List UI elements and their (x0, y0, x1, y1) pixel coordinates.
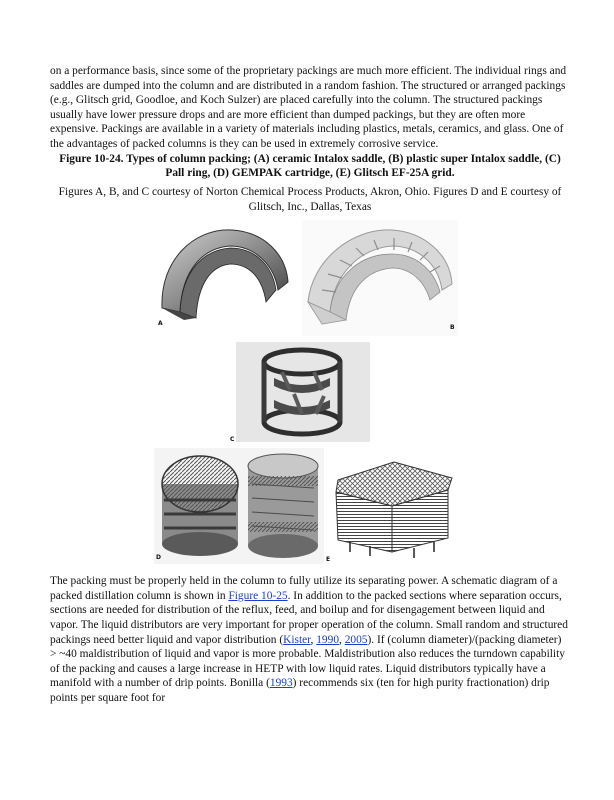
link-figure-10-25[interactable]: Figure 10-25 (228, 589, 288, 602)
link-1993[interactable]: 1993 (269, 677, 293, 690)
document-page (50, 64, 570, 706)
figure-d-image (154, 448, 324, 564)
figure-label-a: A (158, 320, 163, 328)
link-2005[interactable]: 2005 (344, 633, 368, 646)
body-sep-1: , (310, 633, 317, 646)
figure-10-24 (50, 220, 570, 570)
intro-paragraph: on a performance basis, since some of the proprietary packings are much more efficient. The individual rings and saddles are dumped into the column and are distributed in a random fashion. The structured or arranged packings (e.g., Glitsch grid, Goodloe, and Koch Sulzer) are placed carefully into the column. The structured packings usually have lower pressure drops and are more efficient than dumped packings, but they are often more expensive. Packings are available in a variety of materials including plastics, metals, ceramics, and glass. One of the advantages of packed columns is they can be used in extremely corrosive service. (50, 65, 567, 150)
figure-label-b: B (450, 324, 455, 332)
body-sep-2: , (339, 633, 345, 646)
figure-e-image (326, 456, 460, 564)
body-text-3: ). If (column diameter)/(packing diameter) > ~40 maldistribution of liquid and vapor is more probable. Maldistribution also reduces the turndown capability of the packing and causes a large increase in HETP with low liquid rates. Liquid distributors typically have a manifold with a number of drip points. Bonilla ( (50, 633, 565, 690)
body-text-2: . In addition to the packed sections where separation occurs, sections are needed for distribution of the reflux, feed, and boilup and for disengagement between liquid and vapor. The liquid distributors are very important for proper operation of the column. Small random and structured packings need better liquid and vapor distribution ( (50, 589, 568, 646)
figure-caption: Figure 10-24. Types of column packing; (A) ceramic Intalox saddle, (B) plastic super Intalox saddle, (C) Pall ring, (D) GEMPAK cartridge, (E) Glitsch EF-25A grid. (59, 152, 561, 179)
body-text-1: The packing must be properly held in the column to fully utilize its separating power. A schematic diagram of a packed distillation column is shown in (50, 575, 558, 602)
figure-credit: Figures A, B, and C courtesy of Norton Chemical Process Products, Akron, Ohio. Figures D and E courtesy of Glitsch, Inc., Dallas, Texas (58, 186, 562, 213)
body-text-4: ) recommends six (ten for high purity fractionation) drip points per square foot for (50, 677, 550, 704)
figure-label-c: C (230, 436, 235, 444)
link-kister[interactable]: Kister (283, 633, 311, 646)
figure-label-e: E (326, 556, 331, 564)
body-paragraph (50, 574, 570, 705)
figure-c-image (230, 342, 370, 444)
link-1990[interactable]: 1990 (316, 633, 340, 646)
figure-label-d: D (156, 554, 161, 562)
figure-b-image (302, 220, 458, 336)
figure-a-image (154, 220, 296, 330)
